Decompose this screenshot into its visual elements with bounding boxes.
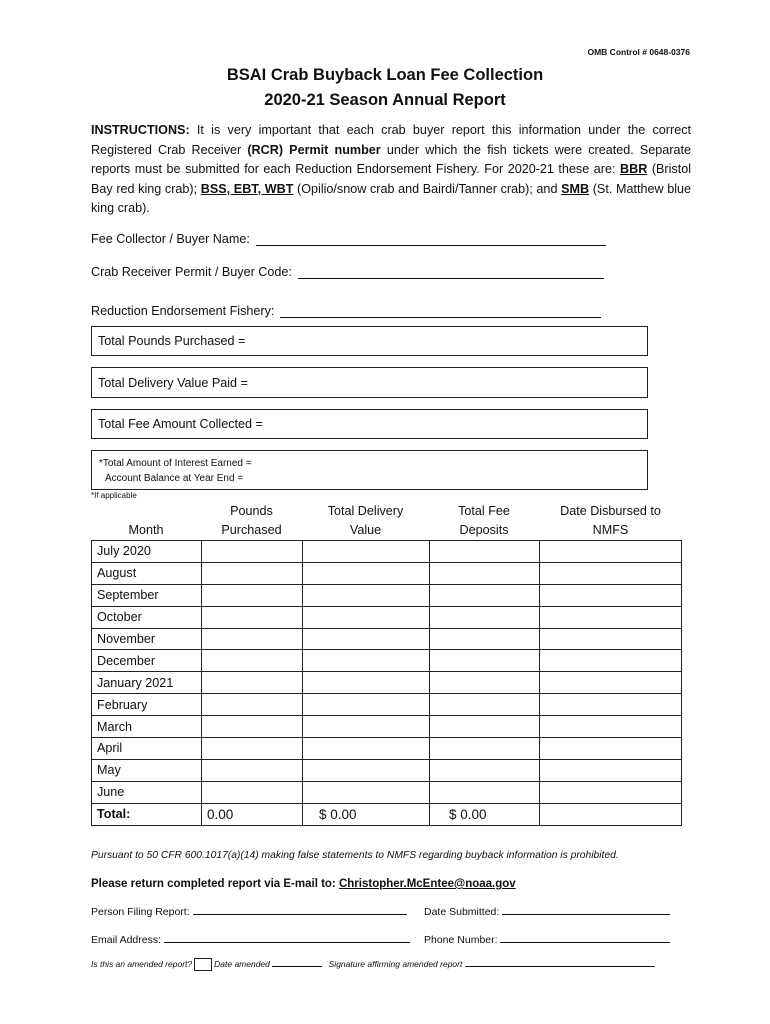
fee-cell[interactable] xyxy=(430,694,540,716)
fee-cell[interactable] xyxy=(430,541,540,563)
header-fee xyxy=(429,502,539,540)
fee-cell[interactable] xyxy=(430,781,540,803)
header-pounds xyxy=(201,502,302,540)
instructions-text: (Opilio/snow crab and Bairdi/Tanner crab); and xyxy=(293,181,562,196)
delivery-cell[interactable] xyxy=(303,628,430,650)
disbursed-cell[interactable] xyxy=(540,628,682,650)
pounds-cell[interactable] xyxy=(202,694,303,716)
total-disbursed-cell[interactable] xyxy=(540,803,682,825)
fee-cell[interactable] xyxy=(430,672,540,694)
fee-cell[interactable] xyxy=(430,584,540,606)
pounds-cell[interactable] xyxy=(202,672,303,694)
month-cell: December xyxy=(92,650,202,672)
disbursed-cell[interactable] xyxy=(540,672,682,694)
permit-code-input[interactable] xyxy=(298,264,604,279)
table-row xyxy=(92,759,682,781)
table-row xyxy=(92,694,682,716)
disbursed-cell[interactable] xyxy=(540,716,682,738)
delivery-cell[interactable] xyxy=(303,738,430,760)
signature-input[interactable] xyxy=(465,966,655,967)
pounds-cell[interactable] xyxy=(202,716,303,738)
month-cell: March xyxy=(92,716,202,738)
table-row xyxy=(92,738,682,760)
permit-code-row xyxy=(91,264,604,279)
interest-earned-label: *Total Amount of Interest Earned = xyxy=(99,458,252,469)
instructions-text: (Bristol Bay red king crab); xyxy=(91,162,692,196)
table-row xyxy=(92,650,682,672)
table-row xyxy=(92,584,682,606)
date-amended-input[interactable] xyxy=(272,966,322,967)
fishery-smb: SMB xyxy=(561,181,590,196)
return-text: Please return completed report via E-mail to: xyxy=(91,878,336,890)
month-cell: January 2021 xyxy=(92,672,202,694)
instructions-text: It is very important that each crab buyer report this information under the correct Registered Crab Receiver xyxy=(91,123,691,157)
pounds-cell[interactable] xyxy=(202,562,303,584)
delivery-cell[interactable] xyxy=(303,781,430,803)
amended-label: Is this an amended report? xyxy=(91,958,193,969)
return-email-link[interactable]: Christopher.McEntee@noaa.gov xyxy=(338,878,516,890)
delivery-cell[interactable] xyxy=(303,650,430,672)
fishery-input[interactable] xyxy=(280,303,601,318)
month-cell: October xyxy=(92,606,202,628)
person-filing-row xyxy=(91,906,407,918)
email-address-input[interactable] xyxy=(164,942,410,943)
header-month: Month xyxy=(128,523,164,537)
total-delivery-label: Total Delivery Value Paid = xyxy=(98,375,248,390)
instructions-text: (St. Matthew blue king crab). xyxy=(91,181,692,215)
month-cell: September xyxy=(92,584,202,606)
pounds-cell[interactable] xyxy=(202,584,303,606)
false-statement-warning: Pursuant to 50 CFR 600.1017(a)(14) making false statements to NMFS regarding buyback information is prohibited. xyxy=(91,850,619,861)
total-fee-label: Total Fee Amount Collected = xyxy=(98,417,263,431)
permit-code-label: Crab Receiver Permit / Buyer Code: xyxy=(91,265,292,279)
instructions xyxy=(91,121,691,219)
table-row xyxy=(92,628,682,650)
report-subtitle: 2020-21 Season Annual Report xyxy=(264,91,506,109)
header-delivery xyxy=(302,502,429,540)
total-pounds-cell[interactable]: 0.00 xyxy=(202,803,303,825)
table-row xyxy=(92,781,682,803)
total-delivery-box[interactable] xyxy=(91,367,648,398)
header-delivery-line2: Value xyxy=(349,523,382,537)
pounds-cell[interactable] xyxy=(202,606,303,628)
total-label: Total: xyxy=(92,803,202,825)
pounds-cell[interactable] xyxy=(202,738,303,760)
interest-box[interactable] xyxy=(91,450,648,490)
account-balance-label: Account Balance at Year End = xyxy=(105,473,244,484)
delivery-cell[interactable] xyxy=(303,541,430,563)
fishery-row xyxy=(91,303,601,318)
disbursed-cell[interactable] xyxy=(540,694,682,716)
disbursed-cell[interactable] xyxy=(540,541,682,563)
month-cell: November xyxy=(92,628,202,650)
pounds-cell[interactable] xyxy=(202,628,303,650)
rcr-permit-number: (RCR) Permit number xyxy=(247,142,381,157)
date-submitted-row xyxy=(424,906,670,918)
header-disbursed-line1: Date Disbursed to xyxy=(560,504,661,518)
month-cell: July 2020 xyxy=(92,541,202,563)
disbursed-cell[interactable] xyxy=(540,584,682,606)
delivery-cell[interactable] xyxy=(303,606,430,628)
table-row xyxy=(92,716,682,738)
monthly-table xyxy=(91,540,682,826)
delivery-cell[interactable] xyxy=(303,716,430,738)
fee-collector-row xyxy=(91,231,606,246)
table-row xyxy=(92,606,682,628)
return-instructions xyxy=(91,878,516,890)
delivery-cell[interactable] xyxy=(303,562,430,584)
disbursed-cell[interactable] xyxy=(540,562,682,584)
pounds-cell[interactable] xyxy=(202,781,303,803)
phone-label: Phone Number: xyxy=(424,934,498,946)
month-cell: June xyxy=(92,781,202,803)
month-cell: April xyxy=(92,738,202,760)
amended-checkbox[interactable] xyxy=(194,958,212,971)
date-submitted-label: Date Submitted: xyxy=(424,906,500,918)
fee-cell[interactable] xyxy=(430,606,540,628)
phone-input[interactable] xyxy=(500,942,670,943)
fishery-bbr: BBR xyxy=(620,162,648,176)
header-delivery-line1: Total Delivery xyxy=(327,504,404,518)
pounds-cell[interactable] xyxy=(202,759,303,781)
fee-cell[interactable] xyxy=(430,650,540,672)
date-amended-label: Date amended xyxy=(214,958,270,969)
total-delivery-cell[interactable]: $ 0.00 xyxy=(303,803,430,825)
date-submitted-input[interactable] xyxy=(502,914,670,915)
fishery-label: Reduction Endorsement Fishery: xyxy=(91,304,275,318)
person-filing-input[interactable] xyxy=(193,914,407,915)
delivery-cell[interactable] xyxy=(303,672,430,694)
instructions-label: INSTRUCTIONS: xyxy=(91,123,190,137)
email-row xyxy=(91,934,410,946)
amended-row xyxy=(91,958,682,971)
month-cell: August xyxy=(92,562,202,584)
fee-cell[interactable] xyxy=(430,759,540,781)
disbursed-cell[interactable] xyxy=(540,738,682,760)
pounds-cell[interactable] xyxy=(202,541,303,563)
report-title: BSAI Crab Buyback Loan Fee Collection xyxy=(226,66,544,84)
disbursed-cell[interactable] xyxy=(540,650,682,672)
fee-cell[interactable] xyxy=(430,562,540,584)
fee-cell[interactable] xyxy=(430,738,540,760)
delivery-cell[interactable] xyxy=(303,584,430,606)
table-row xyxy=(92,562,682,584)
total-row xyxy=(92,803,682,825)
header-disbursed-line2: NMFS xyxy=(592,523,629,537)
total-pounds-label: Total Pounds Purchased = xyxy=(98,334,246,348)
disbursed-cell[interactable] xyxy=(540,759,682,781)
header-fee-line1: Total Fee xyxy=(458,504,510,518)
header-fee-line2: Deposits xyxy=(459,523,509,537)
fee-collector-label: Fee Collector / Buyer Name: xyxy=(91,232,250,246)
fishery-bss: BSS, EBT, WBT xyxy=(200,181,294,196)
month-cell: February xyxy=(92,694,202,716)
fee-cell[interactable] xyxy=(430,628,540,650)
instructions-text: under which the fish tickets were created. Separate reports must be submitted for each Reduction Endorsement Fishery. For 2020-21 these are: xyxy=(91,142,692,176)
signature-label: Signature affirming amended report xyxy=(328,958,463,969)
header-pounds-line2: Purchased xyxy=(221,523,282,537)
fee-cell[interactable] xyxy=(430,716,540,738)
phone-row xyxy=(424,934,670,946)
delivery-cell[interactable] xyxy=(303,759,430,781)
omb-control-number: OMB Control # 0648-0376 xyxy=(587,47,690,57)
pounds-cell[interactable] xyxy=(202,650,303,672)
month-cell: May xyxy=(92,759,202,781)
table-row xyxy=(92,672,682,694)
table-row xyxy=(92,541,682,563)
delivery-cell[interactable] xyxy=(303,694,430,716)
disbursed-cell[interactable] xyxy=(540,606,682,628)
if-applicable-note: *If applicable xyxy=(91,491,137,500)
total-fee-box[interactable] xyxy=(91,409,648,439)
header-pounds-line1: Pounds xyxy=(230,504,273,518)
person-filing-label: Person Filing Report: xyxy=(91,906,190,918)
total-pounds-box[interactable] xyxy=(91,326,648,356)
header-disbursed xyxy=(539,502,682,540)
total-fee-cell[interactable]: $ 0.00 xyxy=(430,803,540,825)
disbursed-cell[interactable] xyxy=(540,781,682,803)
fee-collector-input[interactable] xyxy=(256,231,606,246)
email-address-label: Email Address: xyxy=(91,934,162,946)
